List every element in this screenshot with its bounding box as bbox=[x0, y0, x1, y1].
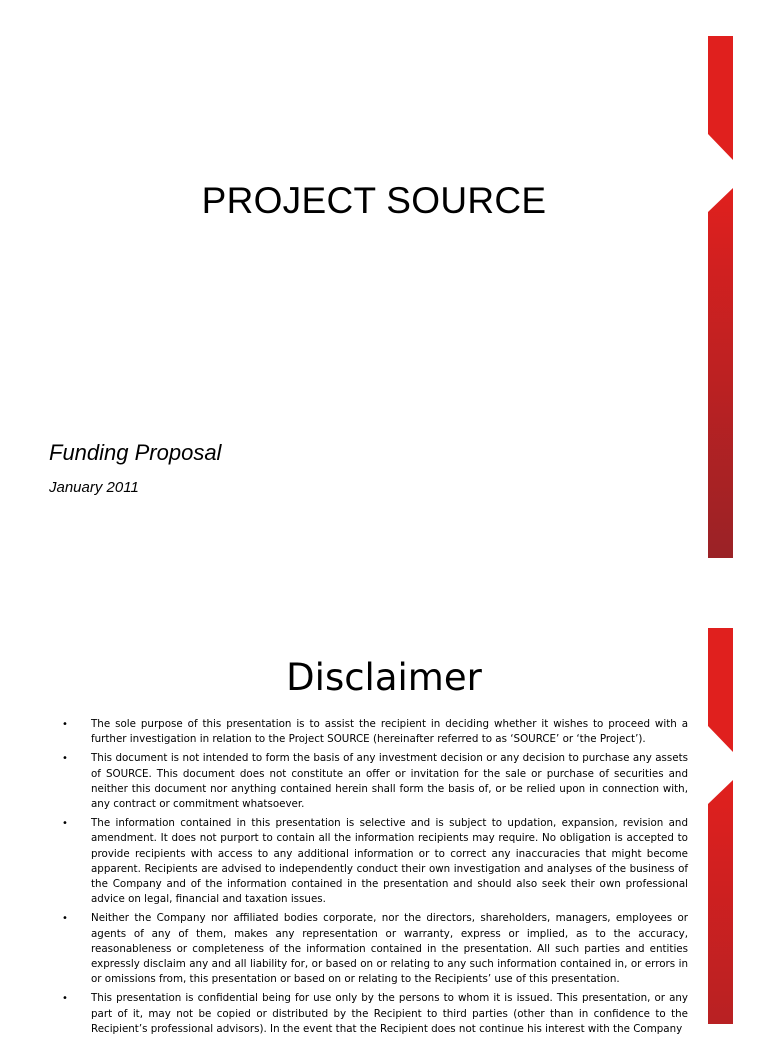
presentation-date: January 2011 bbox=[49, 479, 139, 496]
disclaimer-item bbox=[62, 751, 688, 812]
bullet-icon: • bbox=[62, 993, 68, 1005]
bullet-icon: • bbox=[62, 913, 68, 925]
red-accent-band bbox=[700, 0, 768, 578]
accent-segment-top bbox=[708, 36, 733, 160]
disclaimer-title: Disclaimer bbox=[286, 656, 482, 699]
bullet-icon: • bbox=[62, 753, 68, 765]
disclaimer-item bbox=[62, 816, 688, 907]
presentation-subtitle: Funding Proposal bbox=[49, 440, 222, 465]
presentation-title: PROJECT SOURCE bbox=[201, 180, 547, 221]
disclaimer-list bbox=[62, 717, 688, 1041]
disclaimer-text: Neither the Company nor affiliated bodies corporate, nor the directors, shareholders, managers, employees or agents of any of them, makes any representation or warranty, express or implied, as to the accuracy, reasonableness or completeness of the information contained in the presentation. All such parties and entities expressly disclaim any and all liability for, or based on or relating to any such information contained in, or errors in or omissions from, this presentation or based on or relating to the Recipients’ use of this presentation. bbox=[91, 912, 688, 986]
disclaimer-text: This document is not intended to form the basis of any investment decision or any decision to purchase any assets of SOURCE. This document does not constitute an offer or invitation for the sale or purchase of securities and neither this document nor anything contained herein shall form the basis of, or be relied upon in connection with, any contract or commitment whatsoever. bbox=[91, 752, 688, 811]
slide-separator bbox=[0, 578, 768, 592]
disclaimer-text: The sole purpose of this presentation is to assist the recipient in deciding whether it wishes to proceed with a further investigation in relation to the Project SOURCE (hereinafter referred to as ‘SOURCE’ or ‘the Project’). bbox=[91, 718, 688, 746]
disclaimer-item bbox=[62, 991, 688, 1037]
accent-segment-bottom bbox=[708, 188, 733, 558]
disclaimer-slide bbox=[0, 592, 768, 1035]
disclaimer-item bbox=[62, 911, 688, 987]
accent-segment-bottom bbox=[708, 780, 733, 1024]
bullet-icon: • bbox=[62, 719, 68, 730]
disclaimer-text: This presentation is confidential being for use only by the persons to whom it is issued. This presentation, or any part of it, may not be copied or distributed by the Recipient to third parties (other than in confidence to the Recipient’s professional advisors). In the event that the Recipient does not continue his interest with the Company bbox=[91, 992, 688, 1035]
disclaimer-text: The information contained in this presentation is selective and is subject to updation, expansion, revision and amendment. It does not purport to contain all the information recipients may require. No obligation is accepted to provide recipients with access to any additional information or to correct any inaccuracies that might become apparent. Recipients are advised to independently conduct their own investigation and analyses of the business of the Company and of the information contained in the presentation and should also seek their own professional advice on legal, financial and taxation issues. bbox=[91, 817, 688, 906]
bullet-icon: • bbox=[62, 818, 68, 830]
disclaimer-item bbox=[62, 717, 688, 747]
